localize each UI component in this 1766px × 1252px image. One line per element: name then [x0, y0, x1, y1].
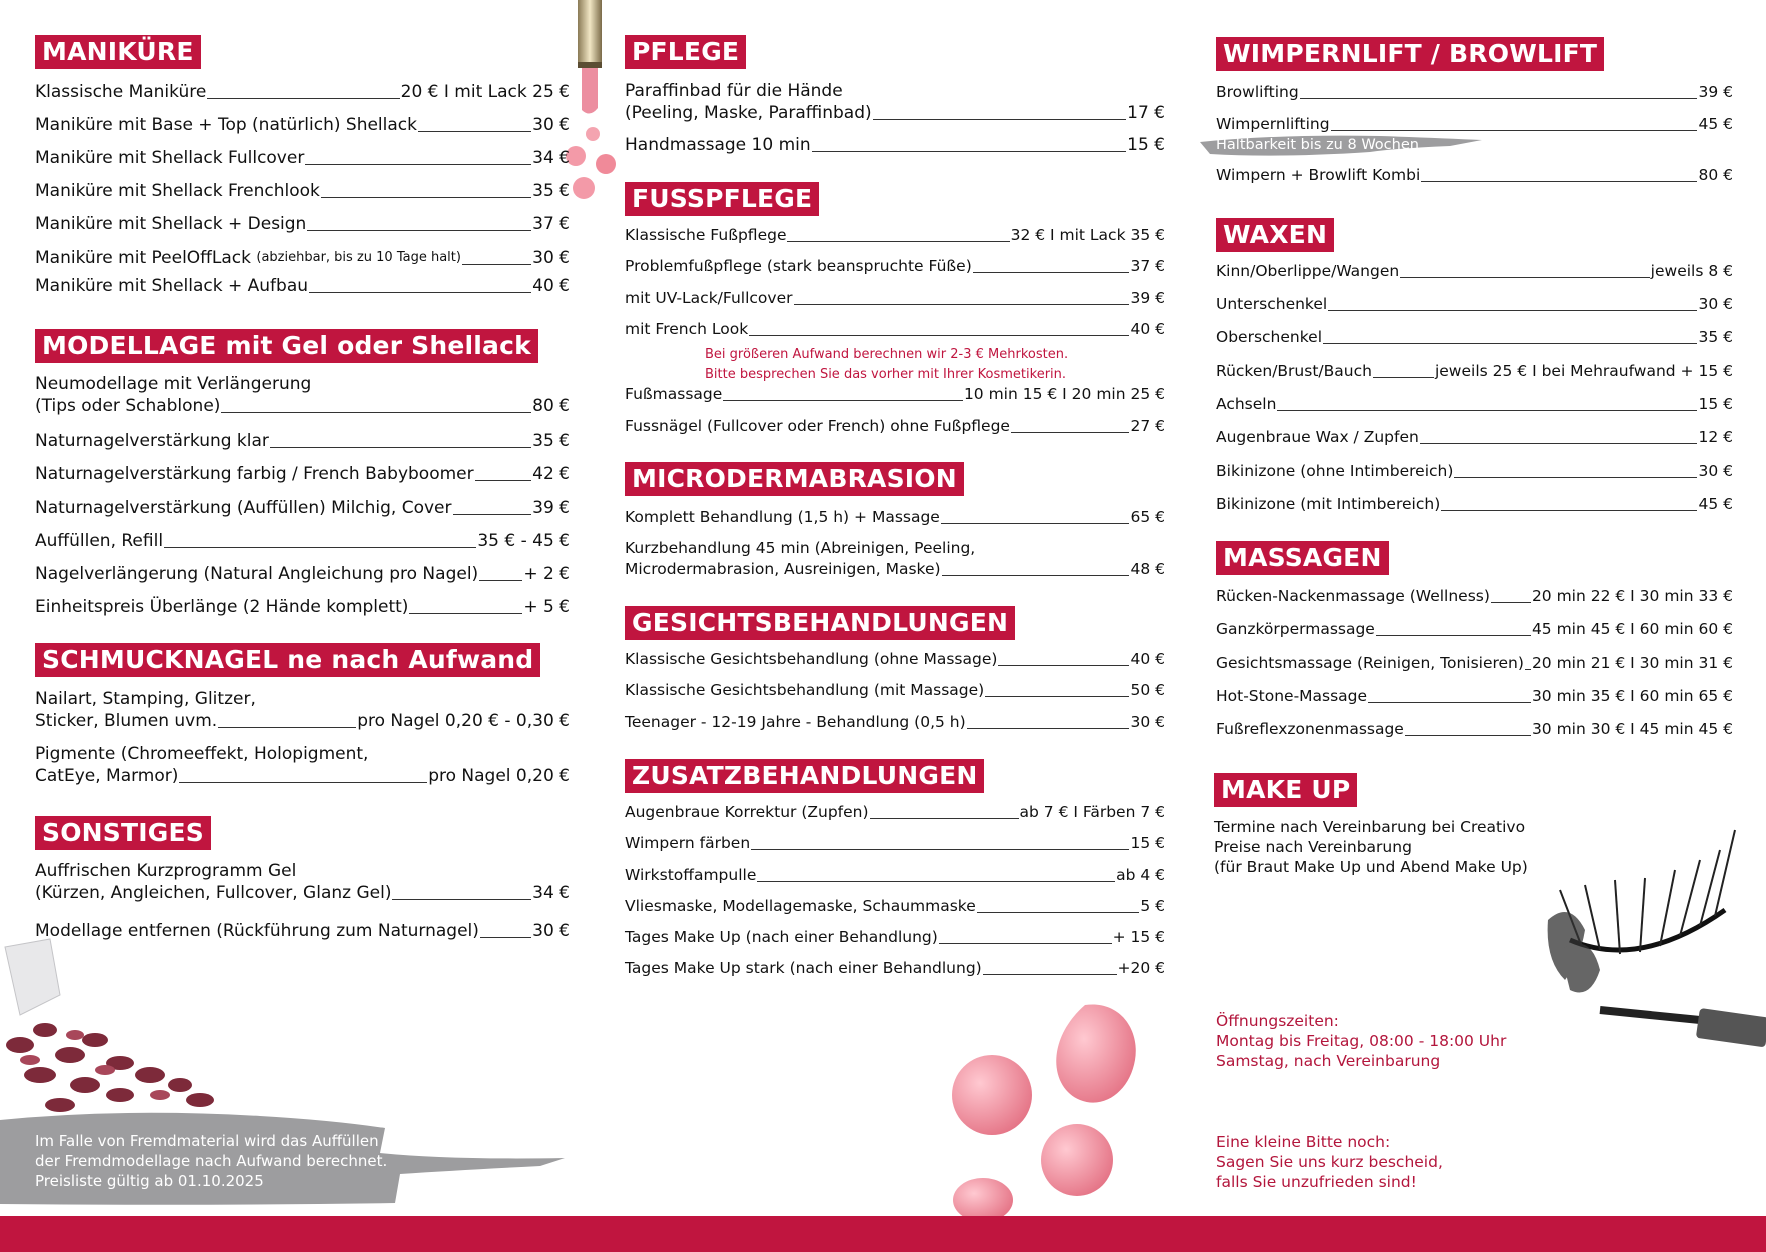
price-row: Modellage entfernen (Rückführung zum Naturnagel) 30 € — [35, 921, 570, 941]
price-row: Handmassage 10 min 15 € — [625, 135, 1165, 155]
opening-hours: Öffnungszeiten: Montag bis Freitag, 08:00 - 18:00 Uhr Samstag, nach Vereinbarung — [1216, 1012, 1507, 1070]
grey-note-line: der Fremdmodellage nach Aufwand berechnet. — [35, 1152, 388, 1170]
price-row: mit UV-Lack/Fullcover 39 € — [625, 289, 1165, 307]
price-row: Unterschenkel 30 € — [1216, 295, 1733, 313]
price-row: Wimpern + Browlift Kombi 80 € — [1216, 166, 1733, 184]
price-row: Fußmassage 10 min 15 € I 20 min 25 € — [625, 385, 1165, 403]
section-title: MODELLAGE mit Gel oder Shellack — [35, 329, 538, 363]
price-row: Rücken/Brust/Bauch jeweils 25 € I bei Mehraufwand + 15 € — [1216, 362, 1733, 380]
nail-polish-drops-icon — [945, 1000, 1145, 1216]
section-title: MICRODERMABRASION — [625, 462, 964, 496]
price-row: Pigmente (Chromeeffekt, Holopigment, CatEye, Marmor) pro Nagel 0,20 € — [35, 744, 570, 786]
price-row: Gesichtsmassage (Reinigen, Tonisieren) 20 min 21 € I 30 min 31 € — [1216, 654, 1733, 672]
price-row: Auffüllen, Refill 35 € - 45 € — [35, 531, 570, 551]
section-title: MASSAGEN — [1216, 541, 1389, 575]
grey-note — [35, 1131, 387, 1191]
price-row: Bikinizone (ohne Intimbereich) 30 € — [1216, 462, 1733, 480]
fusspflege-note: Bei größeren Aufwand berechnen wir 2-3 € Mehrkosten. Bitte besprechen Sie das vorher mit Ihrer Kosmetikerin. — [705, 347, 1069, 382]
price-row: Hot-Stone-Massage 30 min 35 € I 60 min 65 € — [1216, 687, 1733, 705]
price-row: Fußreflexzonenmassage 30 min 30 € I 45 min 45 € — [1216, 720, 1733, 738]
price-row: Rücken-Nackenmassage (Wellness) 20 min 22 € I 30 min 33 € — [1216, 587, 1733, 605]
price-row: Wirkstoffampulle ab 4 € — [625, 866, 1165, 884]
price-row: Tages Make Up (nach einer Behandlung) + 15 € — [625, 928, 1165, 946]
price-row: Maniküre mit Base + Top (natürlich) Shellack 30 € — [35, 115, 570, 135]
section-title: MANIKÜRE — [35, 35, 201, 69]
price-row: Kurzbehandlung 45 min (Abreinigen, Peeling, Microdermabrasion, Ausreinigen, Maske) 48 € — [625, 539, 1165, 578]
section-title: WIMPERNLIFT / BROWLIFT — [1216, 37, 1604, 71]
section-title: PFLEGE — [625, 35, 746, 69]
price-row: Bikinizone (mit Intimbereich) 45 € — [1216, 495, 1733, 513]
rose-petals-icon — [0, 935, 230, 1115]
price-row: Maniküre mit Shellack + Design 37 € — [35, 214, 570, 234]
price-row: Naturnagelverstärkung farbig / French Babyboomer 42 € — [35, 464, 570, 484]
grey-note-line: Im Falle von Fremdmaterial wird das Auffüllen — [35, 1132, 379, 1150]
price-row: Augenbraue Wax / Zupfen 12 € — [1216, 428, 1733, 446]
section-title: GESICHTSBEHANDLUNGEN — [625, 606, 1015, 640]
price-row: Komplett Behandlung (1,5 h) + Massage 65 € — [625, 508, 1165, 526]
mascara-brush-icon — [1540, 890, 1766, 1090]
price-row: Wimpern färben 15 € — [625, 834, 1165, 852]
price-row: Maniküre mit Shellack + Aufbau 40 € — [35, 276, 570, 296]
price-row: Neumodellage mit Verlängerung (Tips oder Schablone) 80 € — [35, 374, 570, 416]
price-row: Achseln 15 € — [1216, 395, 1733, 413]
price-row: Auffrischen Kurzprogramm Gel (Kürzen, Angleichen, Fullcover, Glanz Gel) 34 € — [35, 861, 570, 903]
price-row: Maniküre mit Shellack Fullcover 34 € — [35, 148, 570, 168]
price-row: Naturnagelverstärkung klar 35 € — [35, 431, 570, 451]
price-row: mit French Look 40 € — [625, 320, 1165, 338]
price-row: Klassische Gesichtsbehandlung (mit Massage) 50 € — [625, 681, 1165, 699]
grey-note-line: Preisliste gültig ab 01.10.2025 — [35, 1172, 264, 1190]
section-title: ZUSATZBEHANDLUNGEN — [625, 759, 984, 793]
makeup-text: Termine nach Vereinbarung bei Creativo Preise nach Vereinbarung (für Braut Make Up und Abend Make Up) — [1214, 818, 1528, 876]
haltbarkeit-note: Haltbarkeit bis zu 8 Wochen — [1216, 137, 1419, 153]
price-row: Nagelverlängerung (Natural Angleichung pro Nagel) + 2 € — [35, 564, 570, 584]
price-row: Klassische Gesichtsbehandlung (ohne Massage) 40 € — [625, 650, 1165, 668]
price-row: Nailart, Stamping, Glitzer, Sticker, Blumen uvm. pro Nagel 0,20 € - 0,30 € — [35, 689, 570, 731]
price-row: Problemfußpflege (stark beanspruchte Füße) 37 € — [625, 257, 1165, 275]
price-row: Oberschenkel 35 € — [1216, 328, 1733, 346]
price-row: Teenager - 12-19 Jahre - Behandlung (0,5 h) 30 € — [625, 713, 1165, 731]
price-row: Maniküre mit PeelOffLack (abziehbar, bis zu 10 Tage halt) 30 € — [35, 248, 570, 268]
feedback-request: Eine kleine Bitte noch: Sagen Sie uns kurz bescheid, falls Sie unzufrieden sind! — [1216, 1133, 1443, 1191]
price-row: Wimpernlifting 45 € — [1216, 115, 1733, 133]
price-row: Einheitspreis Überlänge (2 Hände komplett) + 5 € — [35, 597, 570, 617]
lipstick-icon — [570, 0, 610, 120]
section-title: FUSSPFLEGE — [625, 182, 819, 216]
price-row: Klassische Fußpflege 32 € I mit Lack 35 € — [625, 226, 1165, 244]
price-row: Naturnagelverstärkung (Auffüllen) Milchig, Cover 39 € — [35, 498, 570, 518]
price-row: Augenbraue Korrektur (Zupfen) ab 7 € I Färben 7 € — [625, 803, 1165, 821]
price-row: Kinn/Oberlippe/Wangen jeweils 8 € — [1216, 262, 1733, 280]
footer-bar — [0, 1216, 1766, 1252]
price-row: Fussnägel (Fullcover oder French) ohne Fußpflege 27 € — [625, 417, 1165, 435]
section-title: MAKE UP — [1214, 773, 1357, 807]
section-title: SCHMUCKNAGEL ne nach Aufwand — [35, 643, 540, 677]
price-row: Tages Make Up stark (nach einer Behandlung) +20 € — [625, 959, 1165, 977]
price-row: Ganzkörpermassage 45 min 45 € I 60 min 60 € — [1216, 620, 1733, 638]
section-title: SONSTIGES — [35, 816, 211, 850]
price-row: Browlifting 39 € — [1216, 83, 1733, 101]
section-title: WAXEN — [1216, 218, 1334, 252]
price-row: Klassische Maniküre 20 € I mit Lack 25 € — [35, 82, 570, 102]
price-row: Maniküre mit Shellack Frenchlook 35 € — [35, 181, 570, 201]
price-row: Vliesmaske, Modellagemaske, Schaummaske 5 € — [625, 897, 1165, 915]
price-row: Paraffinbad für die Hände (Peeling, Maske, Paraffinbad) 17 € — [625, 81, 1165, 123]
